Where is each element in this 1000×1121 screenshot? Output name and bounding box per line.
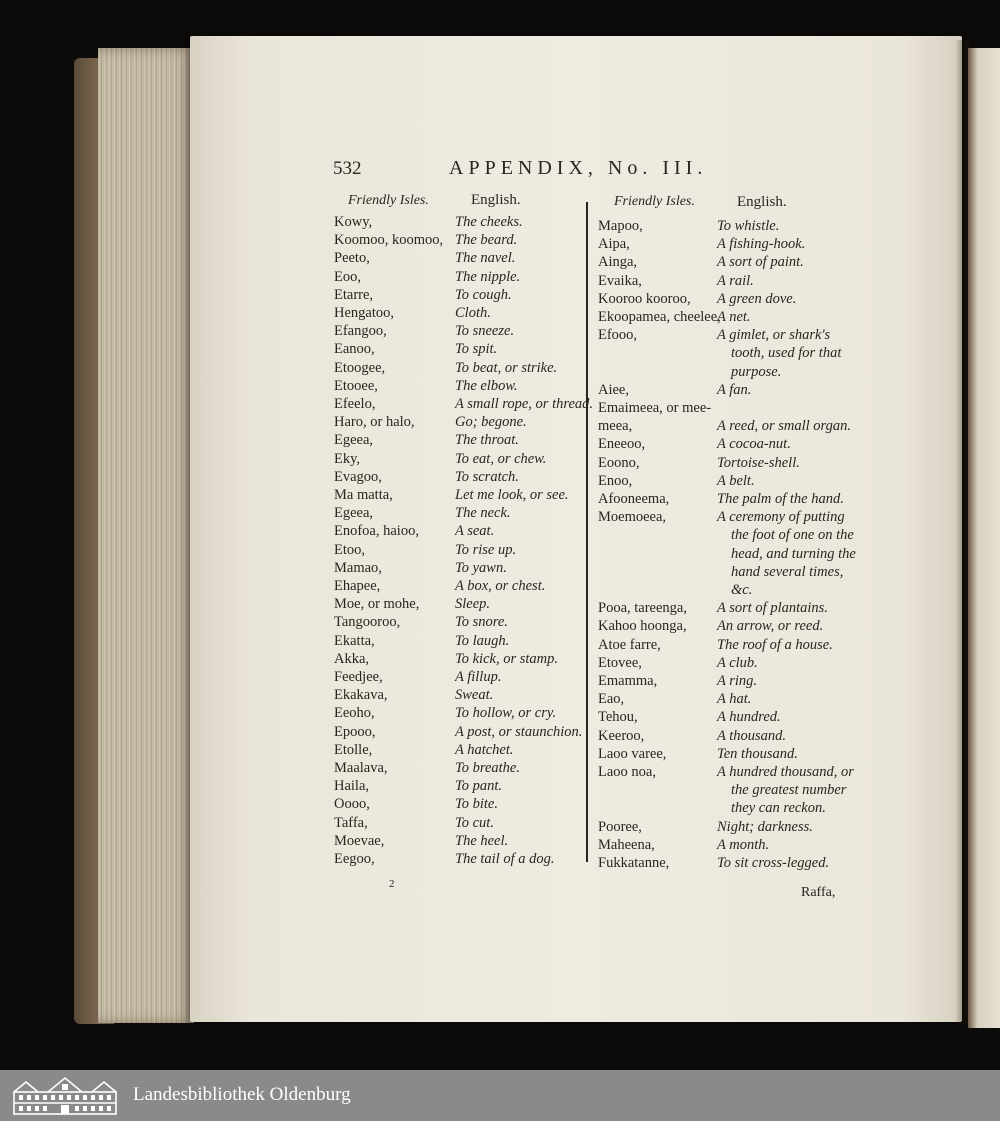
english-meaning: A rail. bbox=[717, 272, 754, 289]
gutter-shadow bbox=[955, 40, 969, 1025]
english-meaning-continued: the greatest number bbox=[731, 782, 847, 799]
native-word: Etarre, bbox=[334, 286, 374, 303]
native-word: Kowy, bbox=[334, 214, 373, 230]
english-meaning: A post, or staunchion. bbox=[455, 723, 583, 740]
native-word: Moe, or mohe, bbox=[334, 596, 420, 613]
english-meaning: To cough. bbox=[455, 286, 512, 303]
native-word: Moemoeea, bbox=[598, 509, 667, 526]
native-word: Ehapee, bbox=[334, 578, 381, 594]
native-word: Atoe farre, bbox=[598, 636, 661, 653]
english-meaning: The nipple. bbox=[455, 268, 521, 285]
running-head: APPENDIX, No. III. bbox=[449, 157, 708, 179]
english-meaning: A green dove. bbox=[717, 290, 797, 307]
english-meaning: The roof of a house. bbox=[717, 636, 833, 653]
english-meaning: A hat. bbox=[717, 691, 752, 708]
english-meaning-continued: head, and turning the bbox=[731, 545, 856, 562]
english-meaning: To breathe. bbox=[455, 760, 520, 776]
left-heading-english: English. bbox=[471, 192, 521, 208]
english-meaning: Cloth. bbox=[455, 305, 491, 321]
english-meaning: To snore. bbox=[455, 614, 508, 631]
native-word: Akka, bbox=[334, 650, 370, 667]
english-meaning: The navel. bbox=[455, 250, 516, 267]
native-word: Hengatoo, bbox=[334, 305, 394, 321]
native-word: Eoono, bbox=[598, 454, 640, 471]
native-word: Laoo noa, bbox=[598, 764, 656, 780]
native-word: Efeelo, bbox=[334, 396, 376, 412]
english-meaning: A seat. bbox=[455, 523, 495, 540]
english-meaning: A small rope, or thread. bbox=[455, 396, 594, 412]
native-word: Ainga, bbox=[598, 254, 638, 271]
native-word: Emaimeea, or mee- bbox=[598, 400, 712, 416]
native-word: Aipa, bbox=[598, 236, 630, 253]
native-word: Fukkatanne, bbox=[598, 855, 670, 871]
english-meaning: Night; darkness. bbox=[717, 818, 813, 835]
english-meaning: To yawn. bbox=[455, 559, 507, 576]
footer-bar bbox=[0, 1070, 1000, 1121]
english-meaning: The elbow. bbox=[455, 377, 518, 394]
english-meaning: To bite. bbox=[455, 796, 498, 813]
native-word: Enoo, bbox=[598, 472, 633, 489]
native-word: meea, bbox=[598, 418, 633, 435]
library-building-logo-icon bbox=[8, 1074, 122, 1118]
english-meaning-continued: the foot of one on the bbox=[731, 527, 854, 544]
english-meaning: Sleep. bbox=[455, 596, 491, 613]
native-word: Eneeoo, bbox=[598, 436, 646, 453]
native-word: Efangoo, bbox=[334, 323, 387, 340]
native-word: Etooee, bbox=[334, 377, 378, 394]
native-word: Etolle, bbox=[334, 741, 373, 758]
english-meaning: A reed, or small organ. bbox=[717, 418, 851, 435]
english-meaning: To laugh. bbox=[455, 632, 510, 649]
native-word: Tangooroo, bbox=[334, 614, 401, 631]
native-word: Ekakava, bbox=[334, 687, 388, 704]
english-meaning: Ten thousand. bbox=[717, 745, 798, 762]
native-word: Eao, bbox=[598, 691, 625, 708]
english-meaning: A month. bbox=[717, 836, 770, 853]
native-word: Kooroo kooroo, bbox=[598, 290, 691, 307]
native-word: Egeea, bbox=[334, 432, 374, 449]
native-word: Eoo, bbox=[334, 268, 361, 285]
english-meaning-continued: &c. bbox=[731, 582, 753, 598]
native-word: Ekatta, bbox=[334, 632, 375, 649]
english-meaning: The neck. bbox=[455, 505, 511, 522]
native-word: Feedjee, bbox=[334, 669, 383, 685]
english-meaning: The tail of a dog. bbox=[455, 851, 555, 867]
right-heading-english: English. bbox=[737, 194, 787, 210]
native-word: Maalava, bbox=[334, 760, 388, 776]
native-word: Moevae, bbox=[334, 832, 385, 849]
page-number: 532 bbox=[333, 158, 362, 179]
facing-page-edge bbox=[968, 48, 1000, 1028]
native-word: Haro, or halo, bbox=[334, 414, 415, 431]
english-meaning: An arrow, or reed. bbox=[717, 618, 824, 635]
english-meaning-continued: hand several times, bbox=[731, 563, 844, 580]
native-word: Eanoo, bbox=[334, 341, 375, 358]
english-meaning: The beard. bbox=[455, 232, 518, 249]
english-meaning-continued: purpose. bbox=[731, 363, 782, 380]
native-word: Koomoo, koomoo, bbox=[334, 232, 444, 249]
catchword: Raffa, bbox=[801, 885, 836, 900]
english-meaning: A hundred thousand, or bbox=[717, 764, 854, 780]
english-meaning: To sneeze. bbox=[455, 323, 515, 340]
page-block-edges bbox=[98, 48, 194, 1023]
right-heading-native: Friendly Isles. bbox=[614, 194, 695, 209]
native-word: Mapoo, bbox=[598, 218, 643, 234]
native-word: Efooo, bbox=[598, 327, 638, 344]
english-meaning: To spit. bbox=[455, 341, 498, 358]
english-meaning-continued: tooth, used for that bbox=[731, 345, 842, 362]
english-meaning: To cut. bbox=[455, 814, 494, 831]
english-meaning: A net. bbox=[717, 309, 751, 325]
english-meaning: To beat, or strike. bbox=[455, 359, 558, 376]
english-meaning: A fan. bbox=[717, 381, 752, 398]
native-word: Enofoa, haioo, bbox=[334, 523, 419, 540]
native-word: Epooo, bbox=[334, 723, 376, 740]
library-name: Landesbibliothek Oldenburg bbox=[133, 1084, 351, 1105]
english-meaning: To kick, or stamp. bbox=[455, 650, 558, 667]
native-word: Mamao, bbox=[334, 559, 382, 576]
english-meaning: A fillup. bbox=[455, 669, 502, 685]
native-word: Haila, bbox=[334, 778, 370, 795]
native-word: Eeoho, bbox=[334, 705, 375, 722]
native-word: Eky, bbox=[334, 450, 361, 467]
english-meaning: To sit cross-legged. bbox=[717, 855, 830, 871]
native-word: Evaika, bbox=[598, 272, 642, 289]
english-meaning: A ceremony of putting bbox=[717, 509, 845, 526]
native-word: Pooree, bbox=[598, 818, 642, 835]
native-word: Tehou, bbox=[598, 709, 638, 726]
native-word: Aiee, bbox=[598, 381, 629, 398]
english-meaning: A belt. bbox=[717, 472, 755, 489]
left-heading-native: Friendly Isles. bbox=[348, 193, 429, 208]
native-word: Eegoo, bbox=[334, 851, 375, 867]
english-meaning: A fishing-hook. bbox=[717, 236, 806, 253]
native-word: Maheena, bbox=[598, 836, 655, 853]
english-meaning: The heel. bbox=[455, 832, 509, 849]
signature-mark: 2 bbox=[389, 878, 395, 890]
english-meaning: The throat. bbox=[455, 432, 519, 449]
native-word: Peeto, bbox=[334, 250, 370, 267]
english-meaning: A hundred. bbox=[717, 709, 781, 726]
english-meaning: A sort of paint. bbox=[717, 254, 804, 271]
english-meaning: A club. bbox=[717, 654, 758, 671]
english-meaning: To eat, or chew. bbox=[455, 450, 547, 467]
native-word: Emamma, bbox=[598, 673, 658, 689]
native-word: Etoogee, bbox=[334, 359, 386, 376]
english-meaning: A ring. bbox=[717, 673, 758, 689]
native-word: Evagoo, bbox=[334, 468, 382, 485]
english-meaning: To pant. bbox=[455, 778, 503, 795]
english-meaning: A cocoa-nut. bbox=[717, 436, 791, 453]
native-word: Etoo, bbox=[334, 541, 366, 558]
native-word: Ekoopamea, cheelee, bbox=[598, 309, 721, 325]
native-word: Afooneema, bbox=[598, 491, 670, 507]
native-word: Keeroo, bbox=[598, 727, 645, 744]
english-meaning: Tortoise-shell. bbox=[717, 454, 800, 471]
english-meaning: Go; begone. bbox=[455, 414, 527, 431]
english-meaning: Sweat. bbox=[455, 687, 494, 704]
english-meaning: A thousand. bbox=[717, 727, 787, 744]
english-meaning: A sort of plantains. bbox=[717, 600, 828, 617]
native-word: Laoo varee, bbox=[598, 745, 667, 762]
english-meaning: A hatchet. bbox=[455, 741, 514, 758]
english-meaning: To hollow, or cry. bbox=[455, 705, 557, 722]
native-word: Ma matta, bbox=[334, 487, 393, 503]
native-word: Etovee, bbox=[598, 654, 642, 671]
english-meaning: The cheeks. bbox=[455, 214, 523, 230]
native-word: Pooa, tareenga, bbox=[598, 600, 687, 617]
english-meaning: To rise up. bbox=[455, 541, 517, 558]
english-meaning: To whistle. bbox=[717, 218, 780, 234]
english-meaning: A gimlet, or shark's bbox=[717, 327, 831, 344]
english-meaning-continued: they can reckon. bbox=[731, 800, 826, 817]
english-meaning: A box, or chest. bbox=[455, 578, 546, 594]
column-divider bbox=[586, 202, 588, 862]
english-meaning: The palm of the hand. bbox=[717, 491, 844, 507]
english-meaning: Let me look, or see. bbox=[455, 487, 569, 503]
native-word: Kahoo hoonga, bbox=[598, 618, 687, 635]
native-word: Oooo, bbox=[334, 796, 370, 813]
native-word: Egeea, bbox=[334, 505, 374, 522]
english-meaning: To scratch. bbox=[455, 468, 519, 485]
native-word: Taffa, bbox=[334, 814, 368, 831]
